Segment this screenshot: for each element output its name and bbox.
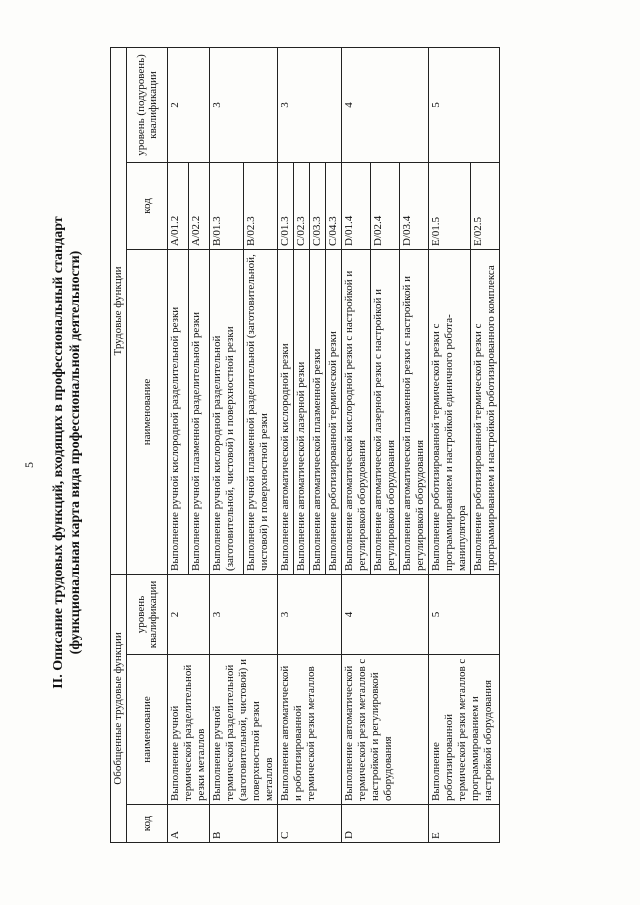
- gtf-code: A: [168, 805, 210, 843]
- title-line-1: II. Описание трудовых функций, входящих в профессиональный стандарт: [51, 216, 66, 689]
- tf-code: C/04.3: [326, 162, 342, 249]
- gtf-code: C: [278, 805, 342, 843]
- functional-map-table: [110, 47, 500, 843]
- gtf-level: 3: [278, 574, 342, 654]
- header-code: код: [127, 805, 168, 843]
- tf-code: C/03.3: [310, 162, 326, 249]
- header-tf-level: уровень (подуровень) квалификации: [127, 47, 168, 162]
- tf-name: Выполнение автоматической плазменной резки с настройкой и регулировкой оборудования: [400, 249, 429, 574]
- tf-code: A/02.2: [189, 162, 210, 249]
- tf-name: Выполнение роботизированной термической резки с программированием и настройкой роботизированного комплекса: [471, 249, 500, 574]
- tf-level: 4: [342, 47, 429, 162]
- gtf-code: E: [429, 805, 500, 843]
- tf-code: E/01.5: [429, 162, 471, 249]
- tf-name: Выполнение ручной плазменной разделительной резки: [189, 249, 210, 574]
- header-tf-code: код: [127, 162, 168, 249]
- tf-code: E/02.5: [471, 162, 500, 249]
- table-row: [429, 47, 471, 842]
- table-row: [210, 47, 244, 842]
- tf-code: C/02.3: [294, 162, 310, 249]
- tf-level: 5: [429, 47, 500, 162]
- header-generalized-functions: Обобщенные трудовые функции: [111, 574, 127, 842]
- table-row: [168, 47, 189, 842]
- tf-name: Выполнение роботизированной термической резки с программированием и настройкой единичного робота-манипулятора: [429, 249, 471, 574]
- gtf-name: Выполнение роботизированной термической резки металлов с программированием и настройкой оборудования: [429, 655, 500, 805]
- tf-name: Выполнение роботизированной термической резки: [326, 249, 342, 574]
- page-number: 5: [22, 462, 36, 468]
- tf-level: 3: [278, 47, 342, 162]
- gtf-level: 3: [210, 574, 278, 654]
- tf-name: Выполнение ручной кислородной разделительной резки: [168, 249, 189, 574]
- gtf-level: 4: [342, 574, 429, 654]
- tf-name: Выполнение автоматической кислородной резки с настройкой и регулировкой оборудования: [342, 249, 371, 574]
- gtf-code: B: [210, 805, 278, 843]
- table-row: [278, 47, 294, 842]
- tf-code: D/02.4: [371, 162, 400, 249]
- header-labor-functions: Трудовые функции: [111, 47, 127, 574]
- tf-code: D/01.4: [342, 162, 371, 249]
- tf-name: Выполнение автоматической кислородной резки: [278, 249, 294, 574]
- gtf-name: Выполнение ручной термической разделительной резки металлов: [168, 655, 210, 805]
- tf-level: 3: [210, 47, 278, 162]
- title-line-2: (функциональная карта вида профессиональной деятельности): [68, 250, 83, 655]
- tf-name: Выполнение ручной кислородной разделительной (заготовительной, чистовой) и поверхностной резки: [210, 249, 244, 574]
- tf-name: Выполнение автоматической лазерной резки: [294, 249, 310, 574]
- tf-code: D/03.4: [400, 162, 429, 249]
- gtf-name: Выполнение автоматической и роботизированной термической резки металлов: [278, 655, 342, 805]
- gtf-name: Выполнение ручной термической разделительной (заготовительной, чистовой) и поверхностной резки металлов: [210, 655, 278, 805]
- gtf-level: 5: [429, 574, 500, 654]
- gtf-level: 2: [168, 574, 210, 654]
- tf-code: B/01.3: [210, 162, 244, 249]
- tf-level: 2: [168, 47, 210, 162]
- tf-code: B/02.3: [244, 162, 278, 249]
- tf-name: Выполнение ручной плазменной разделительной (заготовительной, чистовой) и поверхностной резки: [244, 249, 278, 574]
- gtf-name: Выполнение автоматической термической резки металлов с настройкой и регулировкой оборудования: [342, 655, 429, 805]
- page-title: [50, 0, 84, 905]
- tf-name: Выполнение автоматической плазменной резки: [310, 249, 326, 574]
- header-name: наименование: [127, 655, 168, 805]
- header-level: уровень квалификации: [127, 574, 168, 654]
- header-tf-name: наименование: [127, 249, 168, 574]
- tf-code: A/01.2: [168, 162, 189, 249]
- tf-name: Выполнение автоматической лазерной резки с настройкой и регулировкой оборудования: [371, 249, 400, 574]
- tf-code: C/01.3: [278, 162, 294, 249]
- gtf-code: D: [342, 805, 429, 843]
- table-row: [342, 47, 371, 842]
